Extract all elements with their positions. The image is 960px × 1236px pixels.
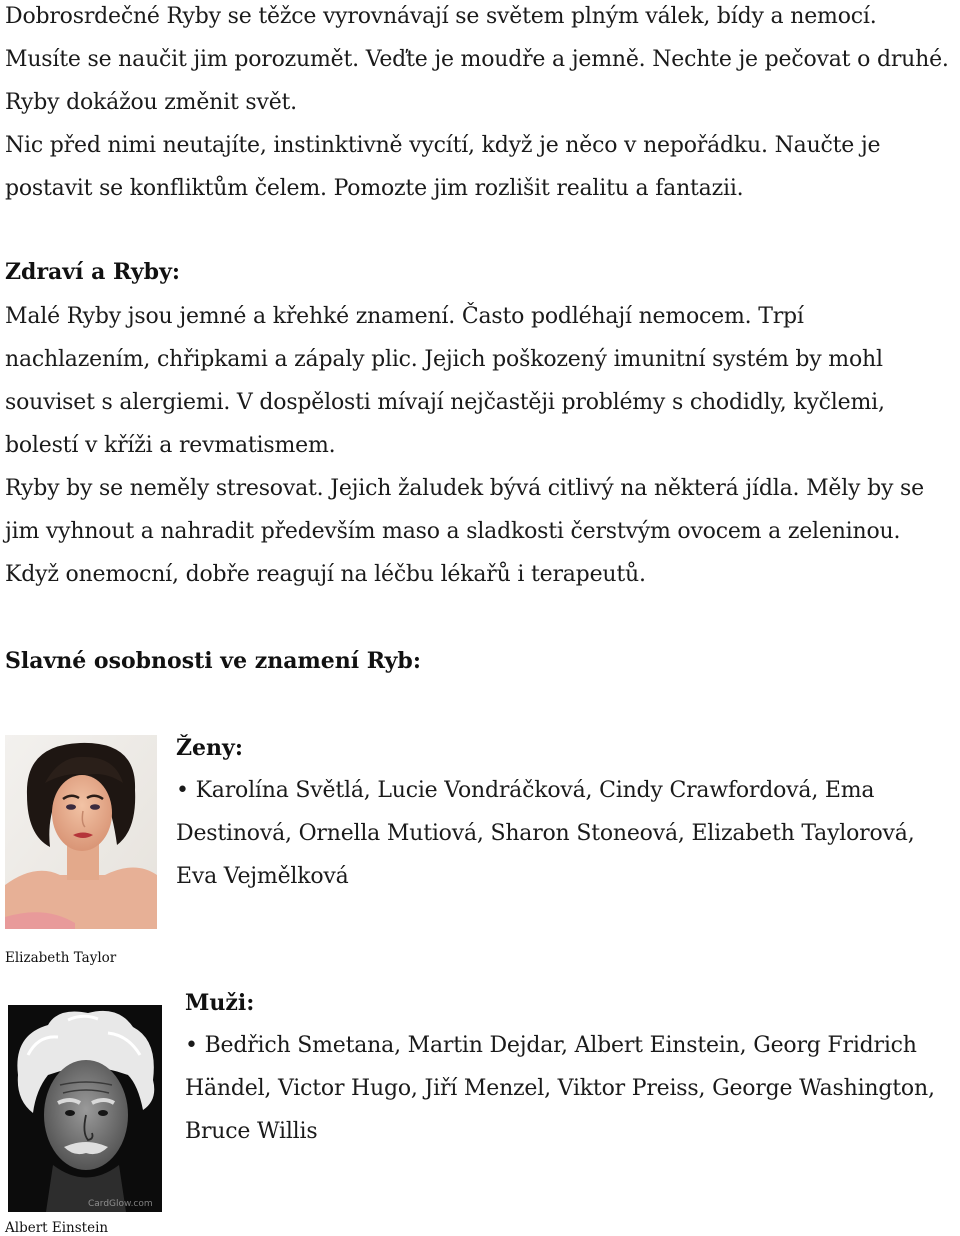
famous-heading: Slavné osobnosti ve znamení Ryb: [5, 648, 421, 674]
intro-line: Dobrosrdečné Ryby se těžce vyrovnávají se světem plným válek, bídy a nemocí. [5, 4, 877, 29]
health-line: nachlazením, chřipkami a zápaly plic. Jejich poškozený imunitní systém by mohl [5, 347, 883, 372]
women-list-line: • Karolína Světlá, Lucie Vondráčková, Cindy Crawfordová, Ema [176, 778, 875, 803]
men-list-line: • Bedřich Smetana, Martin Dejdar, Albert Einstein, Georg Fridrich [185, 1033, 917, 1058]
women-list-line: Eva Vejmělková [176, 864, 349, 889]
health-line: bolestí v kříži a revmatismem. [5, 433, 336, 458]
elizabeth-taylor-photo [5, 735, 157, 929]
health-line: souviset s alergiemi. V dospělosti mívají nejčastěji problémy s chodidly, kyčlemi, [5, 390, 885, 415]
women-subheading: Ženy: [176, 735, 243, 761]
health-line: Když onemocní, dobře reagují na léčbu lékařů i terapeutů. [5, 562, 646, 587]
portrait-image [8, 1005, 162, 1212]
men-list-line: Bruce Willis [185, 1119, 318, 1144]
albert-einstein-photo [8, 1005, 162, 1212]
men-subheading: Muži: [185, 990, 255, 1016]
health-line: Ryby by se neměly stresovat. Jejich žaludek bývá citlivý na některá jídla. Měly by se [5, 476, 924, 501]
intro-line: Musíte se naučit jim porozumět. Veďte je moudře a jemně. Nechte je pečovat o druhé. [5, 47, 949, 72]
men-photo-caption: Albert Einstein [5, 1220, 109, 1236]
intro-line: Ryby dokážou změnit svět. [5, 90, 297, 115]
women-list-line: Destinová, Ornella Mutiová, Sharon Stoneová, Elizabeth Taylorová, [176, 821, 915, 846]
intro-line: postavit se konfliktům čelem. Pomozte jim rozlišit realitu a fantazii. [5, 176, 744, 201]
women-list [176, 769, 914, 898]
health-line: Malé Ryby jsou jemné a křehké znamení. Často podléhají nemocem. Trpí [5, 304, 804, 329]
women-photo-caption: Elizabeth Taylor [5, 950, 117, 966]
health-heading: Zdraví a Ryby: [5, 259, 180, 285]
intro-paragraph [5, 0, 950, 210]
health-line: jim vyhnout a nahradit především maso a sladkosti čerstvým ovocem a zeleninou. [5, 519, 901, 544]
intro-line: Nic před nimi neutajíte, instinktivně vycítí, když je něco v nepořádku. Naučte je [5, 133, 881, 158]
men-list-line: Händel, Victor Hugo, Jiří Menzel, Viktor Preiss, George Washington, [185, 1076, 935, 1101]
health-paragraph [5, 295, 950, 596]
photo-watermark: CardGlow.com [88, 1199, 153, 1209]
portrait-image [5, 735, 157, 929]
men-list [185, 1024, 935, 1153]
